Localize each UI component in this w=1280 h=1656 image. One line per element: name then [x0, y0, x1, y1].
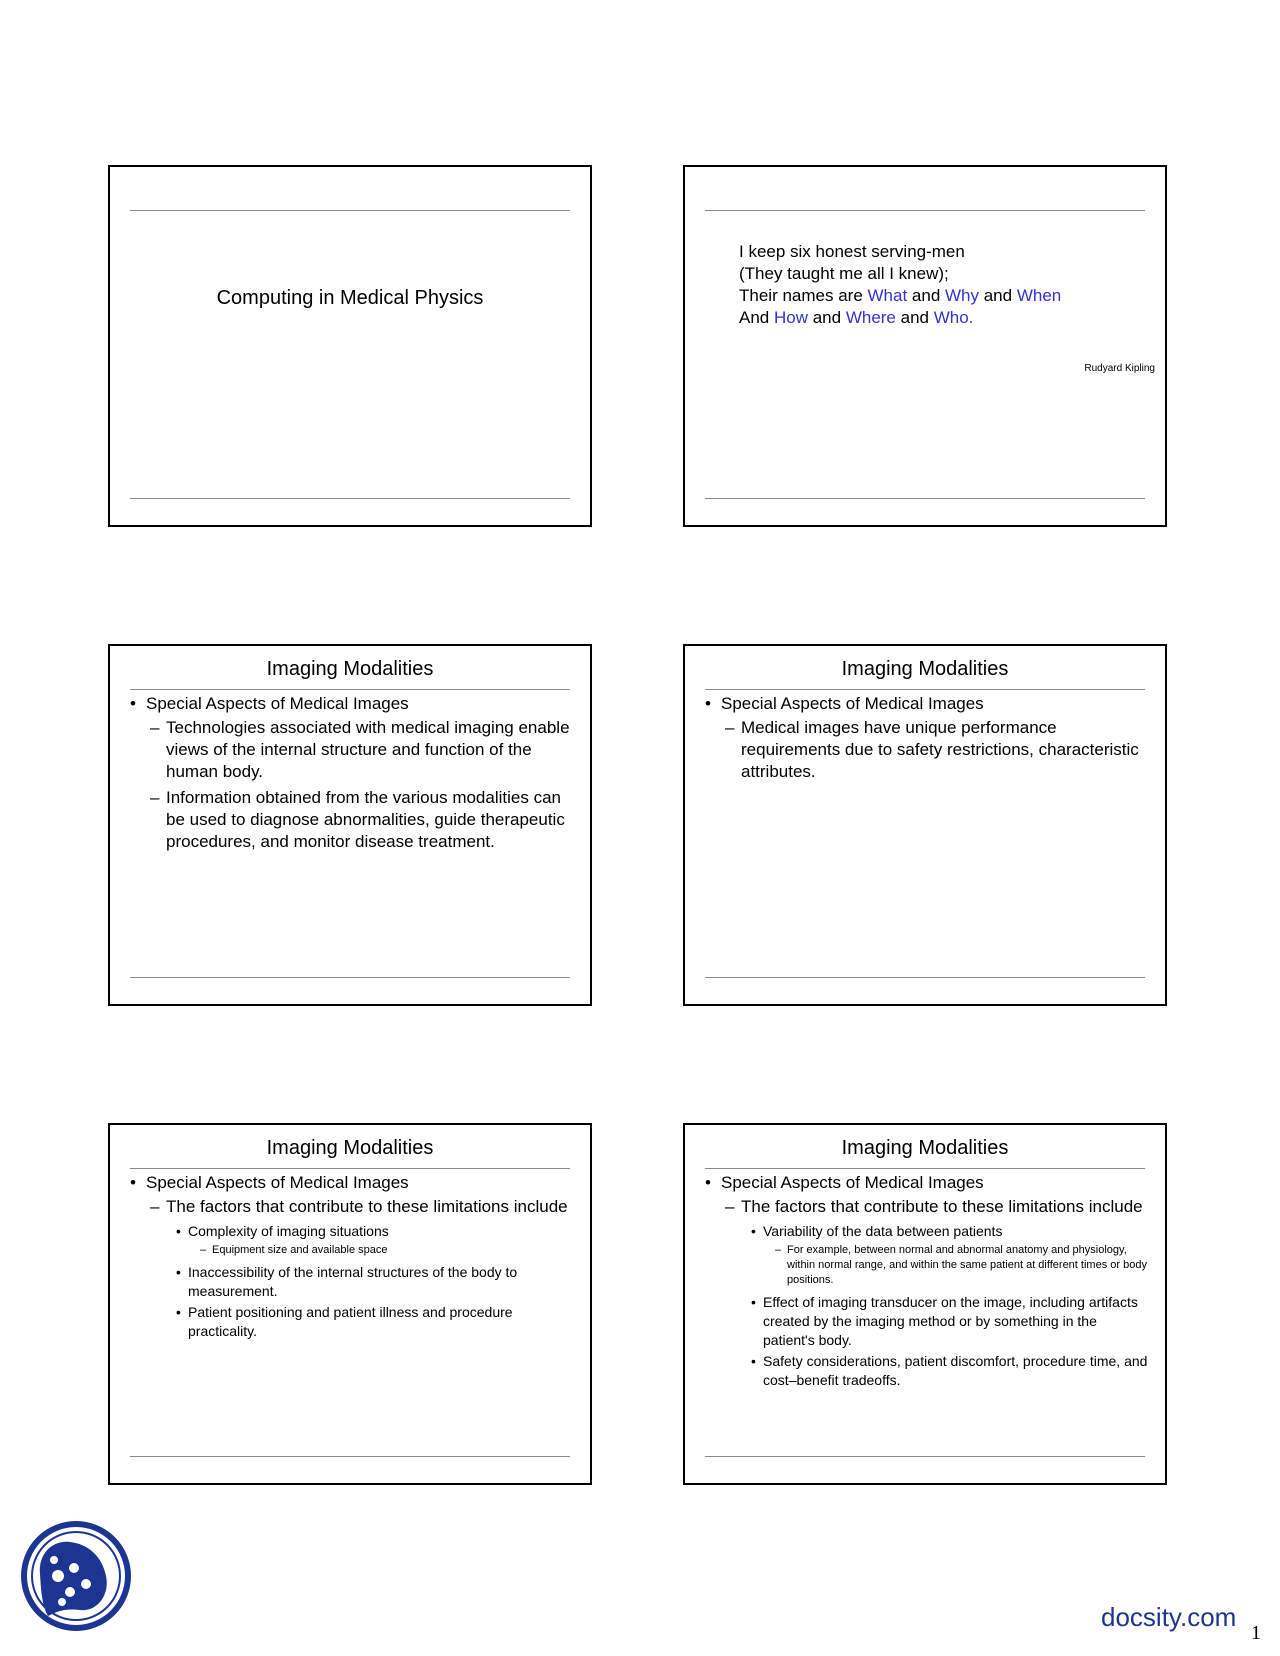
sub-bullet-item: – Information obtained from the various modalities can be used to diagnose abnormalities, guide therapeutic procedures, and monitor disease treatment. [150, 788, 565, 851]
word-where: Where [845, 308, 896, 327]
slide-3 [108, 644, 592, 1006]
sub-bullet-item: – The factors that contribute to these limitations include [150, 1197, 568, 1216]
slide-6 [683, 1123, 1167, 1485]
slide-4 [683, 644, 1167, 1006]
slide-body [128, 1172, 576, 1343]
slide-bottom-rule [130, 977, 570, 978]
third-level-item: • Effect of imaging transducer on the image, including artifacts created by the imaging method or by something in the patient's body. [703, 1293, 1151, 1350]
slide-bottom-rule [705, 1456, 1145, 1457]
slide-title: Imaging Modalities [266, 1137, 434, 1159]
slide-bottom-rule [705, 498, 1145, 499]
slide-title: Imaging Modalities [841, 1137, 1009, 1159]
slide-top-rule [705, 689, 1145, 690]
slide-title: Imaging Modalities [841, 658, 1009, 680]
docsity-logo-icon[interactable] [20, 1520, 132, 1632]
slide-top-rule [130, 210, 570, 211]
word-what: What [867, 286, 908, 305]
third-level-item: • Patient positioning and patient illness and procedure practicality. [128, 1303, 576, 1341]
slide-title: Imaging Modalities [266, 658, 434, 680]
third-level-item: • Safety considerations, patient discomfort, procedure time, and cost–benefit tradeoffs. [703, 1352, 1151, 1390]
bullet-item: • Special Aspects of Medical Images [703, 693, 1151, 714]
poem-line: And How and Where and Who. [739, 308, 974, 327]
sub-bullet-item: – Technologies associated with medical imaging enable views of the internal structure and function of the human body. [150, 718, 570, 781]
word-who: Who. [933, 308, 974, 327]
slide-body [128, 693, 576, 857]
slide-title: Computing in Medical Physics [216, 287, 484, 309]
fourth-level-item: – For example, between normal and abnormal anatomy and physiology, within normal range, and within the same patient at different times or body positions. [775, 1244, 1147, 1286]
third-level-item: • Complexity of imaging situations [128, 1222, 576, 1241]
slide-top-rule [705, 1168, 1145, 1169]
poem-line: I keep six honest serving-men [739, 242, 965, 261]
slide-top-rule [705, 210, 1145, 211]
page-number: 1 [1251, 1622, 1261, 1644]
bullet-item: • Special Aspects of Medical Images [128, 693, 576, 714]
slide-top-rule [130, 689, 570, 690]
sub-bullet-item: – Medical images have unique performance requirements due to safety restrictions, characteristic attributes. [725, 718, 1139, 781]
sub-bullet-item: – The factors that contribute to these limitations include [725, 1197, 1143, 1216]
slide-bottom-rule [705, 977, 1145, 978]
word-why: Why [945, 286, 979, 305]
slide-body [703, 693, 1151, 787]
slide-top-rule [130, 1168, 570, 1169]
bullet-item: • Special Aspects of Medical Images [703, 1172, 1151, 1193]
slide-1 [108, 165, 592, 527]
third-level-item: • Variability of the data between patients [703, 1222, 1151, 1241]
poem-line: Their names are What and Why and When [739, 286, 1062, 305]
slide-body [703, 1172, 1151, 1392]
word-when: When [1016, 286, 1062, 305]
fourth-level-item: – Equipment size and available space [200, 1244, 388, 1256]
bullet-item: • Special Aspects of Medical Images [128, 1172, 576, 1193]
third-level-item: • Inaccessibility of the internal structures of the body to measurement. [128, 1263, 576, 1301]
slide-5 [108, 1123, 592, 1485]
slide-bottom-rule [130, 498, 570, 499]
slide-2 [683, 165, 1167, 527]
poem-line: (They taught me all I knew); [739, 264, 949, 283]
word-how: How [773, 308, 808, 327]
attribution: Rudyard Kipling [1084, 363, 1155, 374]
slide-bottom-rule [130, 1456, 570, 1457]
poem-quote [739, 241, 1061, 329]
docsity-link[interactable]: docsity.com [1101, 1602, 1237, 1632]
